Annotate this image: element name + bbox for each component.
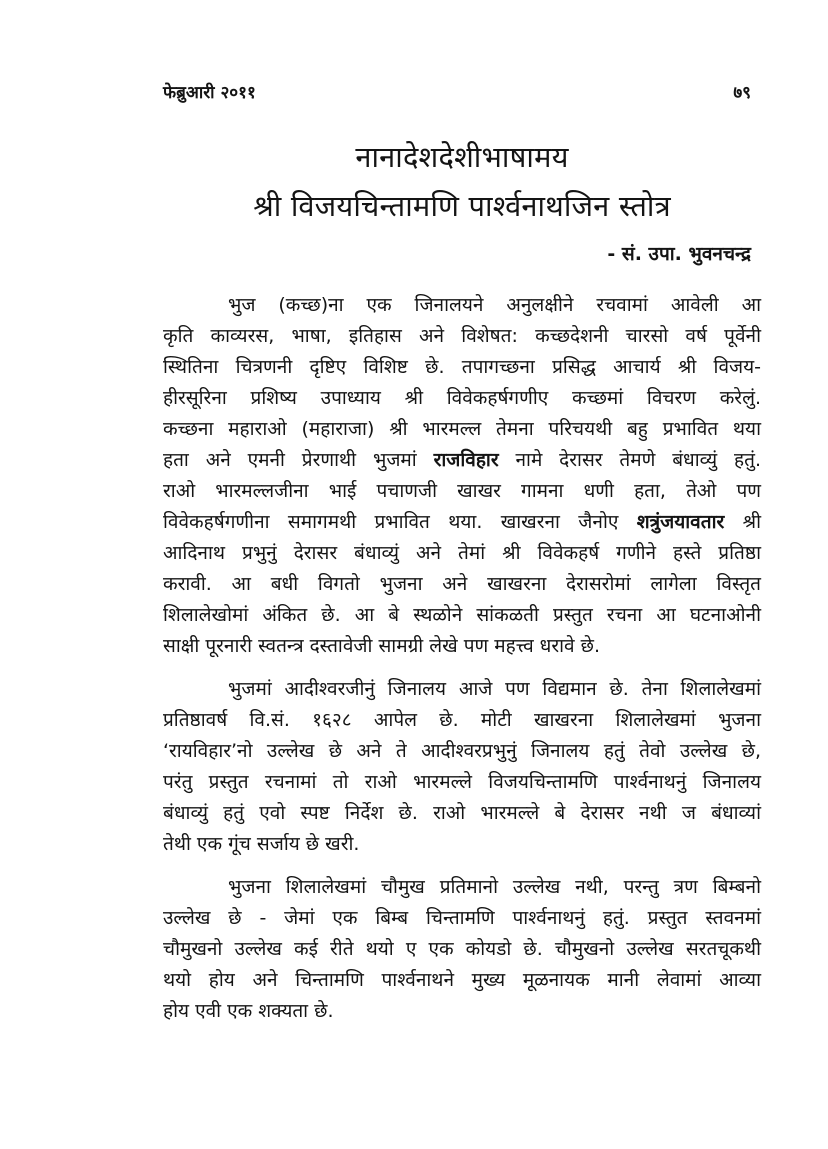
text-line: होय एवी एक शक्यता छे. bbox=[163, 1000, 334, 1022]
text-line: करावी. आ बधी विगतो भुजना अने खाखरना देरासरोमां लागेला विस्तृत bbox=[163, 573, 761, 595]
text-line: हीरसूरिना प्रशिष्य उपाध्याय श्री विवेकहर्षगणीए कच्छमां विचरण करेलुं. bbox=[163, 387, 761, 409]
text-line: भुजमां आदीश्वरजीनुं जिनालय आजे पण विद्यमान छे. तेना शिलालेखमां bbox=[228, 678, 761, 700]
article-title-line-2: श्री विजयचिन्तामणि पार्श्वनाथजिन स्तोत्र bbox=[253, 189, 671, 223]
text-line: भुज (कच्छ)ना एक जिनालयने अनुलक्षीने रचवामां आवेली आ bbox=[228, 294, 761, 316]
text-line: साक्षी पूरनारी स्वतन्त्र दस्तावेजी सामग्री लेखे पण महत्त्व धरावे छे. bbox=[163, 635, 601, 657]
running-header bbox=[163, 80, 761, 106]
page-number: ७९ bbox=[733, 83, 751, 103]
text-line: चौमुखनो उल्लेख कई रीते थयो ए एक कोयडो छे. चौमुखनो उल्लेख सरतचूकथी bbox=[163, 938, 761, 960]
text-line: परंतु प्रस्तुत रचनामां तो राओ भारमल्ले विजयचिन्तामणि पार्श्वनाथनुं जिनालय bbox=[163, 771, 761, 793]
text-line: स्थितिना चित्रणनी दृष्टिए विशिष्ट छे. तपागच्छना प्रसिद्ध आचार्य श्री विजय- bbox=[163, 356, 761, 378]
text-line: ‘रायविहार’नो उल्लेख छे अने ते आदीश्वरप्रभुनुं जिनालय हतुं तेवो उल्लेख छे, bbox=[163, 740, 761, 762]
text-line: प्रतिष्ठावर्ष वि.सं. १६२८ आपेल छे. मोटी खाखरना शिलालेखमां भुजना bbox=[163, 709, 761, 731]
text-line: थयो होय अने चिन्तामणि पार्श्वनाथने मुख्य मूळनायक मानी लेवामां आव्या bbox=[163, 969, 761, 991]
paragraph-1 bbox=[163, 290, 761, 662]
text-fragment: विवेकहर्षगणीना समागमथी प्रभावित थया. खाखरना जैनोए bbox=[163, 511, 637, 533]
text-line: तेथी एक गूंच सर्जाय छे खरी. bbox=[163, 833, 360, 855]
author-byline: - सं. उपा. भुवनचन्द्र bbox=[607, 243, 751, 265]
text-line: उल्लेख छे - जेमां एक बिम्ब चिन्तामणि पार्श्वनाथनुं हतुं. प्रस्तुत स्तवनमां bbox=[163, 907, 761, 929]
document-page bbox=[163, 0, 761, 1149]
text-line: राओ भारमल्लजीना भाई पचाणजी खाखर गामना धणी हता, तेओ पण bbox=[163, 480, 761, 502]
text-fragment: श्री bbox=[724, 511, 762, 533]
text-line: कृति काव्यरस, भाषा, इतिहास अने विशेषत: कच्छदेशनी चारसो वर्ष पूर्वेनी bbox=[163, 325, 761, 347]
paragraph-3 bbox=[163, 872, 761, 1027]
text-line: आदिनाथ प्रभुनुं देरासर बंधाव्युं अने तेमां श्री विवेकहर्ष गणीने हस्ते प्रतिष्ठा bbox=[163, 542, 761, 564]
text-line: कच्छना महाराओ (महाराजा) श्री भारमल्ल तेमना परिचयथी बहु प्रभावित थया bbox=[163, 418, 761, 440]
text-fragment: नामे देरासर तेमणे बंधाव्युं हतुं. bbox=[498, 449, 761, 471]
text-line bbox=[163, 445, 761, 476]
bold-term-shatrunjayavatar: शत्रुंजयावतार bbox=[636, 511, 725, 533]
article-title-line-1: नानादेशदेशीभाषामय bbox=[355, 140, 569, 174]
text-line: बंधाव्युं हतुं एवो स्पष्ट निर्देश छे. राओ भारमल्ले बे देरासर नथी ज बंधाव्यां bbox=[163, 802, 761, 824]
article-body bbox=[163, 290, 761, 1039]
text-line: शिलालेखोमां अंकित छे. आ बे स्थळोने सांकळती प्रस्तुत रचना आ घटनाओनी bbox=[163, 604, 761, 626]
text-line: भुजना शिलालेखमां चौमुख प्रतिमानो उल्लेख नथी, परन्तु त्रण बिम्बनो bbox=[228, 876, 761, 898]
issue-date: फेब्रुआरी २०११ bbox=[163, 83, 256, 103]
paragraph-2 bbox=[163, 674, 761, 860]
text-line bbox=[163, 507, 761, 538]
text-fragment: हता अने एमनी प्रेरणाथी भुजमां bbox=[163, 449, 434, 471]
bold-term-rajvihar: राजविहार bbox=[433, 449, 499, 471]
